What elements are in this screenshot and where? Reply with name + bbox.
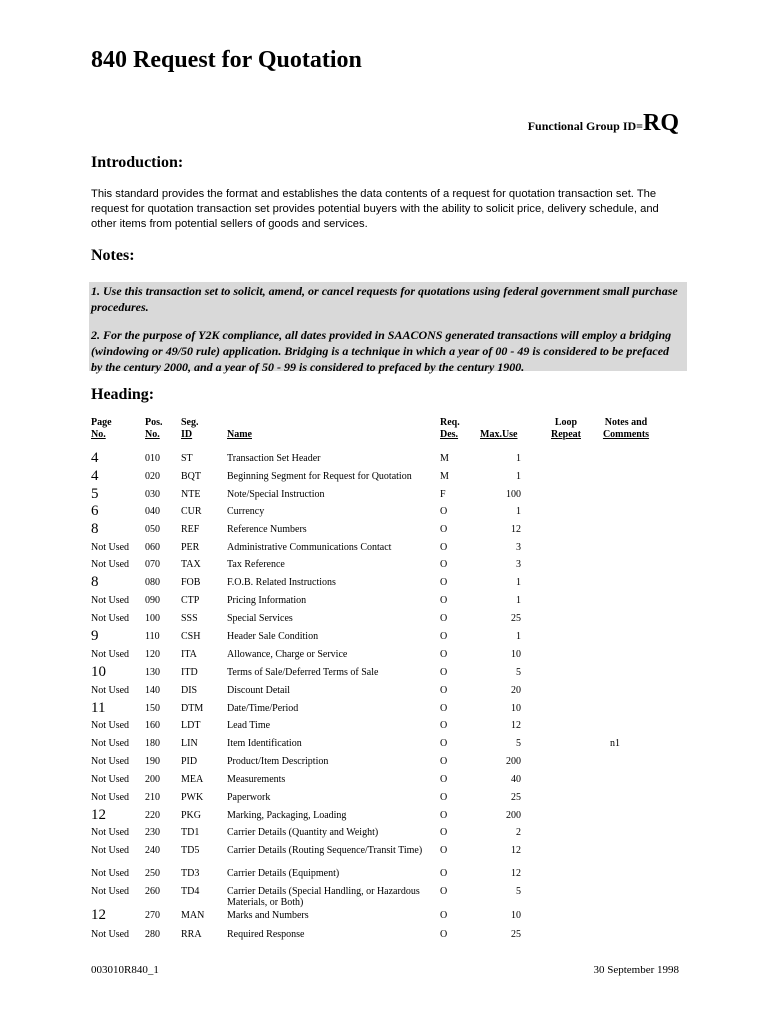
row-max-use: 12	[511, 524, 521, 535]
note-1: 1. Use this transaction set to solicit, amend, or cancel requests for quotations using federal government small purchase procedures.	[91, 284, 678, 314]
row-req-des: F	[440, 489, 446, 500]
footer-date: 30 September 1998	[593, 964, 679, 976]
row-pos: 160	[145, 720, 160, 731]
row-pos: 260	[145, 886, 160, 897]
row-page: Not Used	[91, 685, 130, 696]
row-seg-id: CSH	[181, 631, 201, 642]
functional-group-label: Functional Group ID=	[527, 119, 643, 133]
row-pos: 070	[145, 559, 160, 570]
row-name: Carrier Details (Special Handling, or Hazardous Materials, or Both)	[227, 886, 420, 908]
row-max-use: 10	[511, 910, 521, 921]
row-pos: 280	[145, 929, 160, 940]
row-name: Measurements	[227, 774, 286, 785]
row-name: Special Services	[227, 613, 293, 624]
row-req-des: O	[440, 613, 448, 624]
row-seg-id: RRA	[181, 929, 202, 940]
col-max-header: Max.Use	[480, 429, 518, 440]
row-page: 6	[91, 503, 99, 519]
row-req-des: O	[440, 667, 448, 678]
row-req-des: O	[440, 542, 448, 553]
col-seg-header: Seg. ID	[181, 417, 199, 440]
row-req-des: O	[440, 810, 448, 821]
row-name: Pricing Information	[227, 595, 307, 606]
row-name: Reference Numbers	[227, 524, 307, 535]
row-name: Carrier Details (Quantity and Weight)	[227, 827, 379, 838]
row-pos: 150	[145, 703, 160, 714]
row-page: Not Used	[91, 720, 130, 731]
row-max-use: 5	[516, 667, 521, 678]
row-seg-id: TD4	[181, 886, 200, 897]
row-req-des: O	[440, 886, 448, 897]
row-page: Not Used	[91, 595, 130, 606]
row-seg-id: FOB	[181, 577, 201, 588]
row-max-use: 1	[516, 595, 521, 606]
row-seg-id: LIN	[181, 738, 198, 749]
row-page: Not Used	[91, 559, 130, 570]
row-req-des: O	[440, 774, 448, 785]
row-max-use: 200	[506, 810, 521, 821]
row-pos: 250	[145, 868, 160, 879]
row-pos: 020	[145, 471, 160, 482]
row-pos: 080	[145, 577, 160, 588]
row-req-des: O	[440, 910, 448, 921]
row-seg-id: ST	[181, 453, 193, 464]
col-page-header: Page No.	[91, 417, 112, 440]
row-seg-id: PER	[181, 542, 200, 553]
row-max-use: 1	[516, 453, 521, 464]
row-max-use: 10	[511, 703, 521, 714]
row-page: Not Used	[91, 649, 130, 660]
row-max-use: 1	[516, 506, 521, 517]
row-max-use: 10	[511, 649, 521, 660]
row-pos: 130	[145, 667, 160, 678]
row-pos: 190	[145, 756, 160, 767]
row-max-use: 5	[516, 738, 521, 749]
row-seg-id: PWK	[181, 792, 204, 803]
row-name: Header Sale Condition	[227, 631, 319, 642]
row-name: Currency	[227, 506, 265, 517]
row-page: Not Used	[91, 868, 130, 879]
row-seg-id: CTP	[181, 595, 200, 606]
introduction-heading: Introduction:	[91, 154, 184, 171]
col-pos-header: Pos. No.	[145, 417, 163, 440]
row-seg-id: ITA	[181, 649, 197, 660]
row-max-use: 5	[516, 886, 521, 897]
row-pos: 230	[145, 827, 160, 838]
row-max-use: 25	[511, 792, 521, 803]
row-name: Discount Detail	[227, 685, 291, 696]
row-pos: 210	[145, 792, 160, 803]
row-req-des: O	[440, 685, 448, 696]
row-page: 9	[91, 628, 99, 644]
row-seg-id: PID	[181, 756, 198, 767]
row-req-des: O	[440, 506, 448, 517]
row-seg-id: BQT	[181, 471, 201, 482]
row-name: Marking, Packaging, Loading	[227, 810, 347, 821]
row-max-use: 12	[511, 868, 521, 879]
row-req-des: O	[440, 703, 448, 714]
row-req-des: O	[440, 868, 448, 879]
row-seg-id: TD1	[181, 827, 200, 838]
row-req-des: O	[440, 524, 448, 535]
row-pos: 060	[145, 542, 160, 553]
row-pos: 100	[145, 613, 160, 624]
row-max-use: 1	[516, 631, 521, 642]
row-name: Beginning Segment for Request for Quotation	[227, 471, 412, 482]
introduction-text: This standard provides the format and establishes the data contents of a request for quotation transaction set. The request for quotation transaction set provides potential buyers with the ability to solicit price, delivery schedule, and other items from potential sellers of goods and services.	[91, 188, 659, 230]
row-max-use: 3	[516, 559, 521, 570]
row-seg-id: TAX	[181, 559, 201, 570]
row-req-des: O	[440, 559, 448, 570]
row-seg-id: DTM	[181, 703, 204, 714]
row-seg-id: NTE	[181, 489, 201, 500]
row-page: Not Used	[91, 613, 130, 624]
col-name-header: Name	[227, 429, 252, 440]
row-page: Not Used	[91, 886, 130, 897]
row-pos: 010	[145, 453, 160, 464]
row-max-use: 1	[516, 577, 521, 588]
row-req-des: O	[440, 792, 448, 803]
row-name: Carrier Details (Routing Sequence/Transit Time)	[227, 845, 423, 856]
row-max-use: 100	[506, 489, 521, 500]
row-name: Note/Special Instruction	[227, 489, 325, 500]
row-seg-id: LDT	[181, 720, 201, 731]
row-page: 10	[91, 664, 106, 680]
row-name: Item Identification	[227, 738, 302, 749]
row-name: F.O.B. Related Instructions	[227, 577, 336, 588]
row-req-des: O	[440, 631, 448, 642]
row-seg-id: CUR	[181, 506, 202, 517]
row-name: Required Response	[227, 929, 305, 940]
row-page: Not Used	[91, 542, 130, 553]
row-name: Product/Item Description	[227, 756, 329, 767]
row-pos: 200	[145, 774, 160, 785]
row-pos: 220	[145, 810, 160, 821]
row-pos: 180	[145, 738, 160, 749]
note-2: 2. For the purpose of Y2K compliance, all dates provided in SAACONS generated transactions will employ a bridging (windowing or 49/50 rule) application. Bridging is a technique in which a year of 00 - 49 is considered to be prefaced by the century 2000, and a year of 50 - 99 is considered to prefaced by the century 1900.	[91, 328, 672, 374]
row-page: 8	[91, 574, 99, 590]
notes-heading: Notes:	[91, 247, 135, 264]
col-notes-header: Notes and Comments	[602, 417, 650, 440]
row-seg-id: DIS	[181, 685, 198, 696]
row-pos: 240	[145, 845, 160, 856]
row-page: Not Used	[91, 756, 130, 767]
heading-section-title: Heading:	[91, 386, 155, 403]
row-req-des: O	[440, 720, 448, 731]
row-name: Transaction Set Header	[227, 453, 321, 464]
row-seg-id: PKG	[181, 810, 202, 821]
row-page: 5	[91, 486, 99, 502]
row-max-use: 1	[516, 471, 521, 482]
row-page: 8	[91, 521, 99, 537]
row-name: Allowance, Charge or Service	[227, 649, 348, 660]
row-seg-id: SSS	[181, 613, 198, 624]
row-name: Carrier Details (Equipment)	[227, 868, 340, 879]
row-max-use: 2	[516, 827, 521, 838]
row-name: Terms of Sale/Deferred Terms of Sale	[227, 667, 379, 678]
row-page: Not Used	[91, 827, 130, 838]
row-name: Paperwork	[227, 792, 271, 803]
row-req-des: M	[440, 471, 449, 482]
row-max-use: 3	[516, 542, 521, 553]
row-seg-id: MAN	[181, 910, 205, 921]
row-pos: 140	[145, 685, 160, 696]
row-max-use: 12	[511, 845, 521, 856]
row-seg-id: TD5	[181, 845, 200, 856]
row-seg-id: ITD	[181, 667, 198, 678]
row-seg-id: REF	[181, 524, 200, 535]
row-req-des: O	[440, 577, 448, 588]
row-seg-id: TD3	[181, 868, 200, 879]
row-pos: 120	[145, 649, 160, 660]
row-req-des: O	[440, 649, 448, 660]
row-page: Not Used	[91, 929, 130, 940]
row-name: Tax Reference	[227, 559, 285, 570]
row-pos: 090	[145, 595, 160, 606]
row-req-des: O	[440, 845, 448, 856]
row-page: 11	[91, 700, 106, 716]
row-max-use: 200	[506, 756, 521, 767]
row-page: 12	[91, 907, 106, 923]
row-pos: 030	[145, 489, 160, 500]
row-name: Date/Time/Period	[227, 703, 299, 714]
row-page: 4	[91, 450, 99, 466]
functional-group-value: RQ	[643, 110, 679, 136]
row-req-des: O	[440, 929, 448, 940]
row-page: 12	[91, 807, 106, 823]
page-title: 840 Request for Quotation	[91, 47, 362, 73]
functional-group-id	[528, 110, 679, 137]
row-req-des: O	[440, 595, 448, 606]
row-pos: 040	[145, 506, 160, 517]
row-name: Administrative Communications Contact	[227, 542, 392, 553]
row-page: Not Used	[91, 738, 130, 749]
col-req-header: Req. Des.	[440, 417, 460, 440]
row-pos: 050	[145, 524, 160, 535]
row-notes: n1	[610, 738, 620, 749]
row-req-des: O	[440, 827, 448, 838]
row-page: Not Used	[91, 845, 130, 856]
row-max-use: 25	[511, 613, 521, 624]
row-seg-id: MEA	[181, 774, 204, 785]
footer-doc-id: 003010R840_1	[91, 964, 159, 976]
row-max-use: 20	[511, 685, 521, 696]
row-req-des: O	[440, 738, 448, 749]
row-pos: 270	[145, 910, 160, 921]
row-max-use: 40	[511, 774, 521, 785]
row-page: Not Used	[91, 792, 130, 803]
row-page: 4	[91, 468, 99, 484]
row-name: Marks and Numbers	[227, 910, 309, 921]
row-req-des: O	[440, 756, 448, 767]
row-req-des: M	[440, 453, 449, 464]
row-name: Lead Time	[227, 720, 271, 731]
col-loop-header: Loop Repeat	[551, 417, 581, 440]
row-pos: 110	[145, 631, 160, 642]
row-page: Not Used	[91, 774, 130, 785]
row-max-use: 25	[511, 929, 521, 940]
row-max-use: 12	[511, 720, 521, 731]
